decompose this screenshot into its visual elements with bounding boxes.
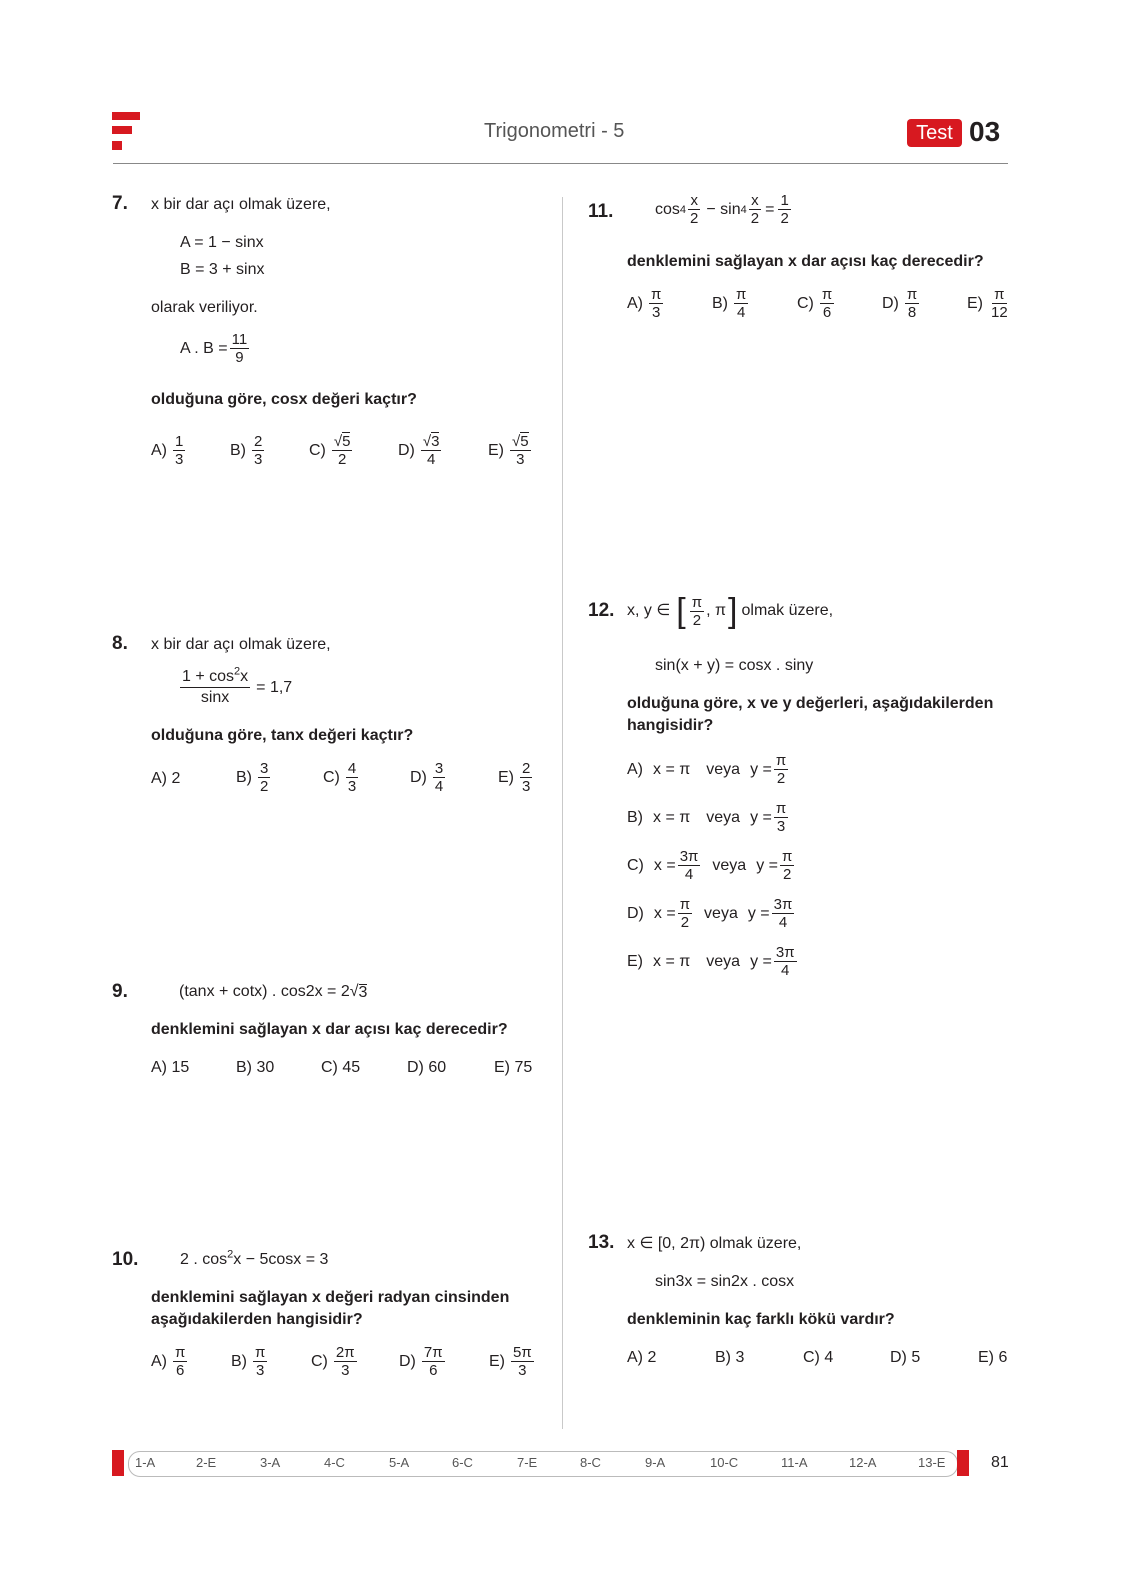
column-divider	[562, 197, 563, 1429]
q7-ab-fraction	[230, 331, 250, 366]
frac-den: 3	[518, 1362, 527, 1379]
frac-num: 3	[434, 760, 444, 777]
option-label: D)	[399, 1352, 416, 1370]
page-number: 81	[991, 1454, 1009, 1471]
frac-num: x	[690, 192, 698, 209]
frac-den: 4	[778, 914, 788, 931]
question-9-number: 9.	[112, 981, 128, 1002]
q9-option-b[interactable]: B) 30	[236, 1059, 275, 1076]
q13-equation: sin3x = sin2x . cosx	[655, 1273, 795, 1290]
frac-num	[421, 433, 442, 451]
frac-num	[510, 433, 531, 451]
frac-num-b: x	[240, 668, 249, 685]
question-7-number: 7.	[112, 193, 128, 214]
option-fraction	[520, 760, 532, 795]
q10-option-e[interactable]	[489, 1344, 536, 1379]
frac-den: sinx	[200, 689, 230, 706]
frac-num: π	[255, 1344, 266, 1361]
frac-den: 2	[782, 866, 792, 883]
y-eq: y =	[747, 904, 770, 922]
q11-question: denklemini sağlayan x dar açısı kaç derecedir?	[627, 253, 984, 270]
frac-num: π	[781, 848, 793, 865]
q13-option-d[interactable]: D) 5	[890, 1349, 921, 1366]
answer-key-item: 8-C	[580, 1455, 601, 1470]
option-fraction	[421, 433, 442, 468]
option-label: B)	[627, 808, 643, 826]
frac-num: π	[736, 286, 747, 303]
q8-option-a[interactable]: A) 2	[151, 770, 181, 787]
x-value: x =	[653, 856, 676, 874]
option-fraction	[734, 286, 748, 321]
q9-option-c[interactable]: C) 45	[321, 1059, 361, 1076]
q11-minus-sin: − sin	[706, 200, 741, 218]
frac-den: 2	[750, 210, 760, 227]
answer-key-item: 7-E	[517, 1455, 538, 1470]
frac-den: 4	[427, 451, 436, 468]
frac-num: 1	[780, 192, 789, 209]
option-label: D)	[410, 768, 427, 786]
q13-option-a[interactable]: A) 2	[627, 1349, 657, 1366]
veya: veya	[704, 904, 738, 922]
option-fraction	[511, 1344, 534, 1379]
q11-equation: cos 4 $\frac{x}{2}$ − sin 4 $\frac{x}{2}$ = $\frac{1}{2}$	[655, 192, 789, 227]
option-fraction	[820, 286, 834, 321]
q9-option-d[interactable]: D) 60	[407, 1059, 447, 1076]
q13-intro: x ∈ [0, 2π) olmak üzere,	[627, 1235, 802, 1252]
sqrt-radicand: 5	[520, 433, 529, 450]
question-8-number: 8.	[112, 633, 128, 654]
frac-num	[332, 433, 353, 451]
option-fraction	[173, 1344, 187, 1379]
test-badge: Test	[907, 119, 962, 147]
frac-num: 3	[260, 760, 269, 777]
veya: veya	[706, 808, 741, 826]
answer-key-item: 6-C	[452, 1455, 473, 1470]
exponent: 2	[234, 665, 241, 678]
q7-option-c[interactable]	[309, 433, 354, 468]
frac-num: π	[175, 1344, 186, 1361]
option-label: B)	[236, 768, 252, 786]
option-label: D)	[627, 904, 644, 922]
frac-den: 3	[175, 451, 184, 468]
y-fraction	[774, 752, 788, 787]
answer-key-item: 13-E	[918, 1455, 946, 1470]
q11-fraction-2	[749, 192, 761, 227]
q7-eq-b: B = 3 + sinx	[180, 261, 265, 278]
frac-den: 8	[907, 304, 917, 321]
frac-den: 4	[781, 962, 790, 979]
q12-post: olmak üzere,	[741, 602, 834, 619]
question-12-number: 12.	[588, 600, 615, 621]
q12-question-line1: olduğuna göre, x ve y değerleri, aşağıdakilerden	[627, 695, 994, 712]
frac-den: 4	[434, 778, 444, 795]
frac-num	[180, 667, 250, 688]
question-11-number: 11.	[588, 201, 614, 222]
frac-den: 3	[254, 451, 263, 468]
y-eq: y =	[750, 808, 772, 826]
frac-num: π	[775, 752, 787, 769]
page-title: Trigonometri - 5	[484, 120, 625, 142]
option-label: D)	[882, 294, 899, 312]
q8-rhs: = 1,7	[256, 678, 293, 696]
frac-num: π	[679, 896, 691, 913]
frac-den: 2	[776, 770, 786, 787]
y-eq: y =	[750, 952, 772, 970]
option-fraction	[649, 286, 663, 321]
q11-option-c[interactable]	[797, 286, 836, 321]
y-fraction	[774, 800, 788, 835]
frac-den: 4	[737, 304, 746, 321]
frac-den: 4	[684, 866, 694, 883]
option-label: E)	[489, 1352, 505, 1370]
option-fraction	[989, 286, 1010, 321]
frac-den: 2	[692, 611, 702, 629]
q13-question: denkleminin kaç farklı kökü vardır?	[627, 1311, 895, 1328]
frac-den: 2	[680, 914, 690, 931]
answer-key-item: 2-E	[196, 1455, 217, 1470]
option-label: E)	[967, 294, 983, 312]
sqrt-symbol: √	[512, 433, 521, 450]
option-label: A)	[627, 294, 643, 312]
y-fraction	[780, 848, 794, 883]
q12-option-a[interactable]	[627, 752, 790, 787]
sqrt-symbol: √	[333, 433, 343, 450]
frac-num: 11	[231, 331, 248, 348]
q12-option-d[interactable]	[627, 896, 796, 931]
frac-den: 3	[522, 778, 531, 795]
option-label: E)	[498, 768, 514, 786]
q11-option-a[interactable]	[627, 286, 665, 321]
option-label: E)	[627, 952, 643, 970]
x-fraction	[678, 848, 701, 883]
q10-option-d[interactable]	[399, 1344, 447, 1379]
option-fraction	[433, 760, 445, 795]
x-fraction	[678, 896, 692, 931]
frac-num: 3π	[679, 848, 699, 865]
option-label: D)	[398, 441, 415, 459]
x-value: x =	[653, 904, 676, 922]
q11-equals: =	[765, 200, 775, 218]
option-fraction	[332, 433, 353, 468]
option-label: C)	[323, 768, 340, 786]
q10-eq-a: 2 . cos	[180, 1251, 228, 1268]
frac-num: π	[775, 800, 787, 817]
answer-key-item: 3-A	[260, 1455, 281, 1470]
q8-option-e[interactable]	[498, 760, 534, 795]
frac-num: 3π	[775, 944, 795, 961]
q12-option-c[interactable]	[627, 848, 796, 883]
q11-option-e[interactable]	[967, 286, 1012, 321]
q12-equation: sin(x + y) = cosx . siny	[655, 657, 814, 674]
frac-den: 2	[690, 210, 699, 227]
option-fraction	[258, 760, 270, 795]
x-value: x = π	[653, 952, 691, 970]
q8-intro: x bir dar açı olmak üzere,	[151, 636, 331, 653]
frac-den: 9	[235, 349, 244, 366]
frac-den: 6	[429, 1362, 438, 1379]
q8-question: olduğuna göre, tanx değeri kaçtır?	[151, 727, 414, 744]
q10-option-a[interactable]	[151, 1344, 189, 1379]
answer-key-item: 11-A	[781, 1455, 808, 1470]
frac-num: 2	[522, 760, 531, 777]
q9-equation	[179, 982, 367, 1002]
frac-num-a: 1 + cos	[182, 668, 235, 685]
frac-num: 4	[347, 760, 357, 777]
q10-option-c[interactable]	[311, 1344, 359, 1379]
q12-interval-sep: , π	[706, 602, 727, 619]
option-label: E)	[488, 441, 504, 459]
brand-logo	[112, 112, 142, 152]
frac-num: 7π	[423, 1344, 443, 1361]
frac-den: 6	[822, 304, 832, 321]
option-label: C)	[309, 441, 326, 459]
q7-question: olduğuna göre, cosx değeri kaçtır?	[151, 391, 417, 408]
frac-den: 3	[347, 778, 357, 795]
q7-option-a[interactable]	[151, 433, 187, 468]
option-label: A)	[627, 760, 643, 778]
frac-num: x	[751, 192, 759, 209]
option-fraction	[173, 433, 185, 468]
frac-den: 3	[652, 304, 661, 321]
frac-num: 3π	[773, 896, 793, 913]
answer-key-item: 12-A	[849, 1455, 877, 1470]
q13-option-c[interactable]: C) 4	[803, 1349, 834, 1366]
option-label: B)	[230, 441, 246, 459]
y-fraction	[774, 944, 797, 979]
q13-option-e[interactable]: E) 6	[978, 1349, 1008, 1366]
q12-interval-fraction	[690, 594, 704, 629]
q11-fraction-3	[778, 192, 790, 227]
q10-eq-b: x − 5cosx = 3	[233, 1251, 329, 1268]
q12-option-e[interactable]	[627, 944, 799, 979]
q11-fraction-1	[688, 192, 700, 227]
q9-question: denklemini sağlayan x dar açısı kaç derecedir?	[151, 1021, 508, 1038]
frac-num: 5π	[513, 1344, 532, 1361]
option-fraction	[510, 433, 531, 468]
x-value: x = π	[653, 760, 691, 778]
option-fraction	[252, 433, 264, 468]
frac-den: 3	[516, 451, 525, 468]
frac-num: π	[821, 286, 833, 303]
q7-ab-label: A . B =	[180, 339, 228, 357]
veya: veya	[712, 856, 747, 874]
frac-den: 2	[780, 210, 789, 227]
q8-fraction	[180, 667, 250, 708]
option-label: C)	[797, 294, 814, 312]
option-label: A)	[151, 441, 167, 459]
frac-num: π	[651, 286, 662, 303]
option-label: C)	[627, 856, 644, 874]
exponent: 2	[227, 1248, 234, 1261]
q9-eq-text: (tanx + cotx) . cos2x = 2	[179, 983, 350, 1000]
sqrt-symbol: √	[349, 983, 359, 1000]
sqrt-radicand: 3	[431, 433, 440, 450]
veya: veya	[706, 760, 741, 778]
x-value: x = π	[653, 808, 691, 826]
q13-option-b[interactable]: B) 3	[715, 1349, 745, 1366]
q12-option-b[interactable]	[627, 800, 790, 835]
sqrt-symbol: √	[422, 433, 432, 450]
q10-equation	[180, 1250, 328, 1270]
q10-option-b[interactable]	[231, 1344, 269, 1379]
q10-question-line2: aşağıdakilerden hangisidir?	[151, 1311, 363, 1328]
veya: veya	[706, 952, 741, 970]
frac-num: π	[906, 286, 918, 303]
question-10-number: 10.	[112, 1249, 139, 1270]
q8-option-d[interactable]	[410, 760, 447, 795]
option-fraction	[905, 286, 919, 321]
right-bracket: ]	[728, 592, 738, 630]
q11-option-d[interactable]	[882, 286, 921, 321]
option-label: A)	[151, 1352, 167, 1370]
left-bracket: [	[676, 592, 686, 630]
question-13-number: 13.	[588, 1232, 615, 1253]
q11-cos: cos	[655, 200, 680, 218]
test-number: 03	[969, 116, 1001, 147]
q10-question-line1: denklemini sağlayan x değeri radyan cinsinden	[151, 1289, 510, 1306]
frac-den: 2	[338, 451, 347, 468]
answer-key-item: 1-A	[135, 1455, 156, 1470]
frac-den: 6	[176, 1362, 185, 1379]
frac-den: 2	[260, 778, 269, 795]
frac-num: π	[994, 286, 1005, 303]
option-fraction	[334, 1344, 357, 1379]
frac-num: 1	[175, 433, 184, 450]
frac-den: 3	[341, 1362, 350, 1379]
option-fraction	[422, 1344, 445, 1379]
option-label: C)	[311, 1352, 328, 1370]
sqrt-radicand: 5	[342, 433, 351, 450]
q12-condition	[627, 591, 833, 631]
sqrt-radicand: 3	[358, 983, 368, 1001]
q7-option-d[interactable]	[398, 433, 443, 468]
q7-intro: x bir dar açı olmak üzere,	[151, 196, 331, 213]
option-label: B)	[712, 294, 728, 312]
option-fraction	[253, 1344, 267, 1379]
q7-option-e[interactable]	[488, 433, 533, 468]
y-fraction	[772, 896, 795, 931]
answer-key-item: 5-A	[389, 1455, 410, 1470]
q8-option-c[interactable]	[323, 760, 360, 795]
q7-eq-a: A = 1 − sinx	[180, 234, 264, 251]
answer-bar-left-marker	[112, 1450, 124, 1476]
y-eq: y =	[750, 760, 772, 778]
frac-den: 12	[991, 304, 1008, 321]
answer-key-item: 10-C	[710, 1455, 739, 1470]
q7-ab-equation	[180, 331, 251, 366]
frac-num: π	[691, 593, 703, 611]
q9-option-a[interactable]: A) 15	[151, 1059, 190, 1076]
answer-bar-right-marker	[957, 1450, 969, 1476]
frac-den: 3	[776, 818, 786, 835]
q11-option-b[interactable]	[712, 286, 750, 321]
q7-given: olarak veriliyor.	[151, 299, 258, 316]
option-fraction	[346, 760, 358, 795]
q9-option-e[interactable]: E) 75	[494, 1059, 533, 1076]
answer-key-item: 9-A	[645, 1455, 666, 1470]
q8-option-b[interactable]	[236, 760, 272, 795]
q8-equation	[178, 667, 292, 708]
frac-num: 2	[254, 433, 263, 450]
frac-den: 3	[256, 1362, 265, 1379]
header-rule	[113, 163, 1008, 164]
q12-pre: x, y ∈	[627, 602, 671, 619]
frac-num: 2π	[335, 1344, 355, 1361]
y-eq: y =	[756, 856, 778, 874]
q12-question-line2: hangisidir?	[627, 717, 714, 734]
q7-option-b[interactable]	[230, 433, 266, 468]
answer-key-item: 4-C	[324, 1455, 345, 1470]
answer-key-bar	[128, 1451, 958, 1477]
option-label: B)	[231, 1352, 247, 1370]
